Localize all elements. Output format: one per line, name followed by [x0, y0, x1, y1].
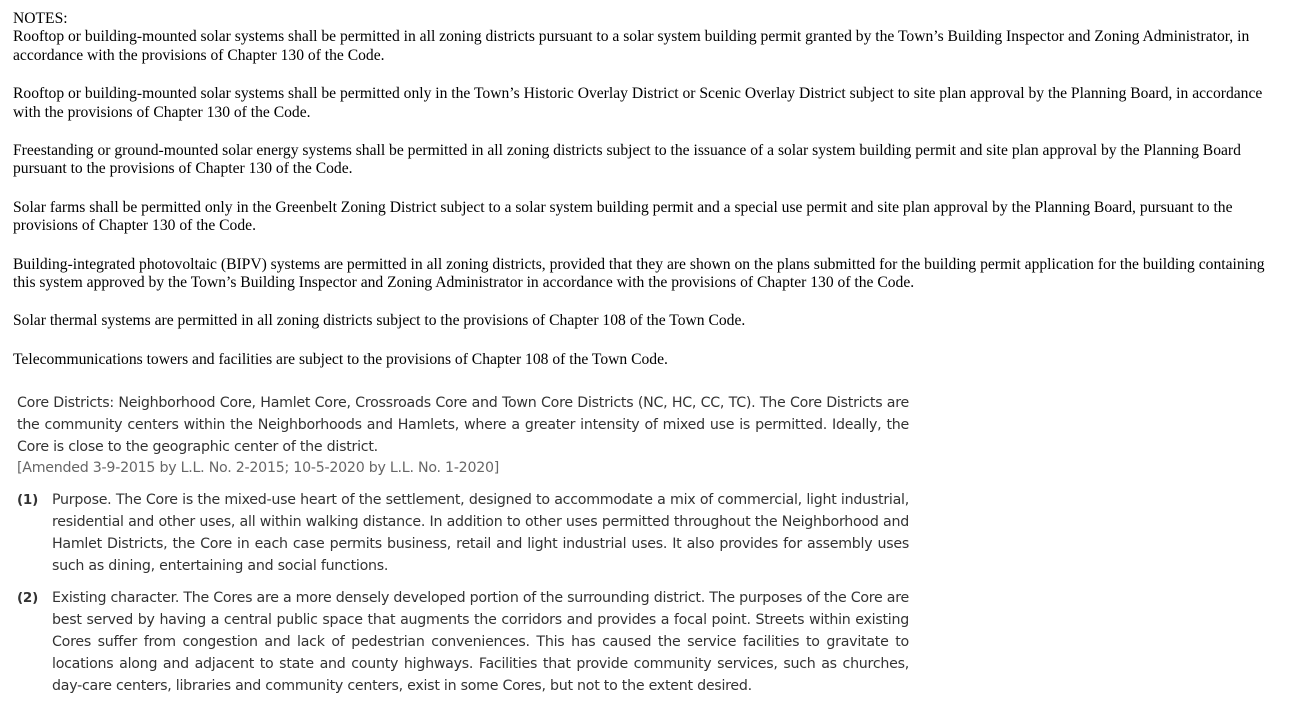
item-text: Purpose. The Core is the mixed-use heart of the settlement, designed to accommodate a mix of commercial, light industrial, residential and other uses, all within walking distance. In addition to other uses permitted throughout the Neighborhood and Hamlet Districts, the Core in each case permits business, retail and light industrial uses. It also provides for assembly uses such as dining, entertaining and social functions. — [52, 492, 909, 574]
amendment-note: [Amended 3-9-2015 by L.L. No. 2-2015; 10-5-2020 by L.L. No. 1-2020] — [17, 460, 500, 477]
note-paragraph: Solar farms shall be permitted only in the Greenbelt Zoning District subject to a solar system building permit and a special use permit and site plan approval by the Planning Board, pursuant to the provisions of Chapter 130 of the Code. — [13, 198, 1233, 235]
core-districts-intro: Core Districts: Neighborhood Core, Hamlet Core, Crossroads Core and Town Core Districts (NC, HC, CC, TC). The Core Districts are the community centers within the Neighborhoods and Hamlets, where a greater intensity of mixed use is permitted. Ideally, the Core is close to the geographic center of the district. — [17, 395, 909, 455]
note-paragraph: Building-integrated photovoltaic (BIPV) systems are permitted in all zoning districts, provided that they are shown on the plans submitted for the building permit application for the building containing this system approved by the Town’s Building Inspector and Zoning Administrator in accordance with the provisions of Chapter 130 of the Code. — [13, 255, 1265, 292]
notes-header: NOTES: — [13, 10, 68, 27]
notes-section — [13, 10, 1285, 389]
note-paragraph: Telecommunications towers and facilities are subject to the provisions of Chapter 108 of the Town Code. — [13, 350, 668, 368]
code-item-purpose — [17, 490, 909, 577]
item-number: (1) — [17, 492, 38, 509]
code-item-existing-character — [17, 588, 909, 697]
code-section — [17, 393, 909, 708]
note-paragraph: Freestanding or ground-mounted solar energy systems shall be permitted in all zoning districts subject to the issuance of a solar system building permit and site plan approval by the Planning Board pursuant to the provisions of Chapter 130 of the Code. — [13, 142, 1241, 178]
note-paragraph: Rooftop or building-mounted solar systems shall be permitted in all zoning districts pursuant to a solar system building permit granted by the Town’s Building Inspector and Zoning Administrator, in accordance with the provisions of Chapter 130 of the Code. — [13, 28, 1250, 64]
item-number: (2) — [17, 590, 38, 607]
note-paragraph: Solar thermal systems are permitted in all zoning districts subject to the provisions of Chapter 108 of the Town Code. — [13, 312, 746, 330]
item-text: Existing character. The Cores are a more densely developed portion of the surrounding district. The purposes of the Core are best served by having a central public space that augments the corridors and provides a focal point. Streets within existing Cores suffer from congestion and lack of pedestrian conveniences. This has caused the service facilities to gravitate to locations along and adjacent to state and county highways. Facilities that provide community services, such as churches, day-care centers, libraries and community centers, exist in some Cores, but not to the extent desired. — [52, 590, 909, 694]
note-paragraph: Rooftop or building-mounted solar systems shall be permitted only in the Town’s Historic Overlay District or Scenic Overlay District subject to site plan approval by the Planning Board, in accordance with the provisions of Chapter 130 of the Code. — [13, 85, 1263, 121]
